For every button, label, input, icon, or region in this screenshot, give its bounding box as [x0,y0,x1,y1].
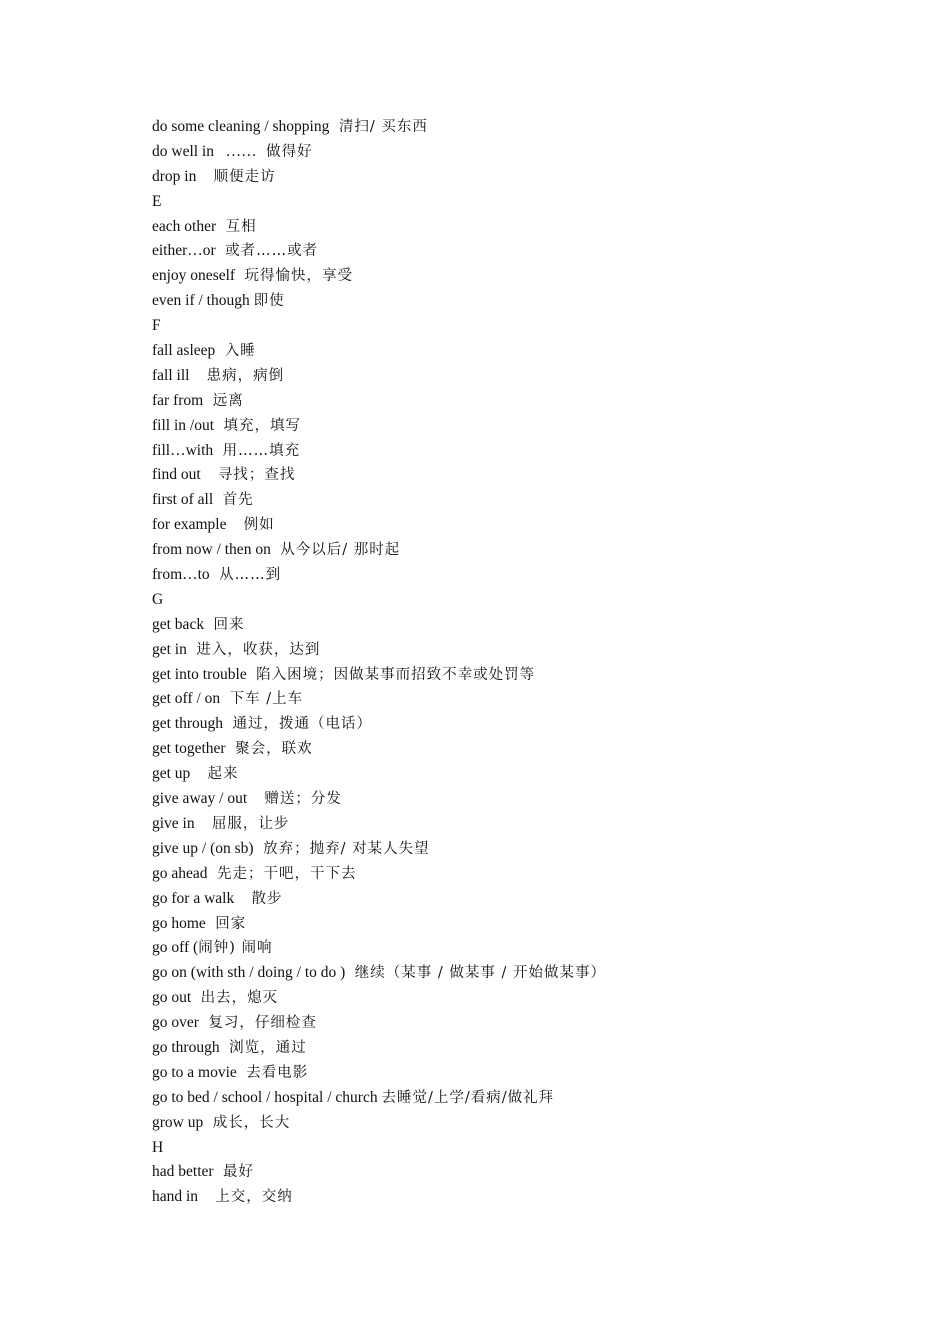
phrase-chinese: 回家 [209,915,247,932]
phrase-english: give in [152,814,207,832]
phrase-chinese: 进入，收获，达到 [190,641,321,658]
phrase-chinese: 填充，填写 [217,417,301,434]
phrase-line [152,912,606,937]
phrase-line [152,165,606,190]
phrase-chinese: 成长，长大 [207,1114,291,1131]
section-letter [152,314,606,339]
phrase-line [152,463,606,488]
phrase-line [152,289,606,314]
phrase-line [152,414,606,439]
section-letter [152,588,606,613]
phrase-english: get off / on [152,690,225,708]
phrase-line [152,1011,606,1036]
phrase-line [152,339,606,364]
phrase-line [152,215,606,240]
phrase-chinese: 做得好 [260,143,313,160]
phrase-english: go through [152,1038,224,1056]
phrase-chinese: 首先 [217,492,254,509]
phrase-english: for example [152,516,239,534]
phrase-line [152,737,606,762]
phrase-english: go off ( [152,939,199,957]
section-letter [152,190,606,215]
phrase-chinese: 屈服，让步 [206,815,290,832]
phrase-english: go to bed / school / hospital / church [152,1088,382,1106]
phrase-english: go home [152,914,210,932]
phrase-chinese: 例如 [238,517,275,534]
phrase-chinese: 陷入困境；因做某事而招致不幸或处罚等 [250,666,536,683]
phrase-line [152,638,606,663]
phrase-line [152,1185,606,1210]
phrase-chinese: 玩得愉快，享受 [238,268,354,285]
phrase-english: go out [152,989,196,1007]
phrase-chinese: 复习，仔细检查 [202,1015,317,1032]
phrase-chinese: 患病，病倒 [201,367,285,384]
phrase-line [152,1086,606,1111]
phrase-line [152,812,606,837]
section-letter [152,1136,606,1161]
phrase-english: go over [152,1014,203,1032]
phrase-line [152,887,606,912]
phrase-chinese: 最好 [217,1164,255,1181]
phrase-english: far from [152,391,208,409]
phrase-chinese: 寻找；查找 [212,467,296,484]
phrase-english: fall ill [152,366,202,384]
phrase-english: fill…with [152,441,218,459]
phrase-english: even if / though [152,292,254,310]
phrase-line [152,862,606,887]
phrase-chinese: 通过，拨通（电话） [226,716,373,733]
phrase-chinese: 从……到 [213,567,282,584]
phrase-chinese: 用……填充 [217,442,301,459]
phrase-chinese: 下车 /上车 [224,691,304,708]
phrase-english: drop in [152,167,208,185]
phrase-line [152,389,606,414]
phrase-chinese: 互相 [220,218,257,235]
phrase-chinese: 浏览，通过 [223,1039,307,1056]
section-letter-text: H [152,1138,164,1156]
phrase-chinese: 放弃；抛弃/ 对某人失望 [257,840,430,857]
phrase-line [152,264,606,289]
phrase-chinese: 顺便走访 [207,168,276,185]
phrase-english: find out [152,466,213,484]
phrase-line [152,563,606,588]
phrase-english: either…or [152,242,220,260]
phrase-english: fall asleep [152,342,220,360]
section-letter-text: E [152,192,162,210]
phrase-line [152,837,606,862]
phrase-line [152,613,606,638]
phrase-english: get back [152,615,208,633]
phrase-line [152,762,606,787]
phrase-english: get through [152,715,227,733]
phrase-english: from now / then on [152,541,275,559]
phrase-line [152,513,606,538]
phrase-english: each other [152,217,220,235]
phrase-chinese: 或者……或者 [219,243,319,260]
section-letter-text: G [152,590,164,608]
phrase-english: give up / (on sb) [152,839,258,857]
phrase-english: get together [152,740,230,758]
phrase-chinese: 从今以后/ 那时起 [274,542,401,559]
phrase-chinese: 远离 [207,392,244,409]
phrase-line [152,986,606,1011]
phrase-english: enjoy oneself [152,267,239,285]
phrase-english: give away / out [152,790,259,808]
phrase-chinese: 上交，交纳 [209,1189,293,1206]
phrase-english: get into trouble [152,665,251,683]
phrase-chinese: 去看电影 [240,1064,309,1081]
phrase-english: go ahead [152,864,212,882]
phrase-line [152,1036,606,1061]
phrase-english: first of all [152,491,217,509]
phrase-line [152,538,606,563]
phrase-line [152,787,606,812]
phrase-chinese: 入睡 [219,343,256,360]
phrase-english: get in [152,640,191,658]
phrase-english: hand in [152,1188,210,1206]
phrase-line [152,1111,606,1136]
phrase-chinese: 去睡觉/上学/看病/做礼拜 [381,1089,555,1106]
phrase-chinese: 赠送；分发 [258,791,342,808]
phrase-chinese: 出去，熄灭 [195,990,279,1007]
phrase-line [152,712,606,737]
phrase-english: fill in /out [152,416,218,434]
phrase-english: do some cleaning / shopping [152,118,334,135]
phrase-english: go to a movie [152,1063,241,1081]
phrase-line [152,115,606,140]
phrase-chinese: 继续（某事 / 做某事 / 开始做某事） [349,965,607,982]
phrase-english: go on (with sth / doing / to do ) [152,964,350,982]
phrase-list [152,115,606,1210]
phrase-chinese: 闹钟) 闹响 [198,940,273,957]
phrase-chinese: 起来 [201,766,239,783]
phrase-line [152,663,606,688]
phrase-chinese: 即使 [253,293,285,310]
phrase-line [152,239,606,264]
phrase-line [152,140,606,165]
phrase-english: from…to [152,566,214,584]
phrase-line [152,488,606,513]
phrase-english: grow up [152,1113,208,1131]
phrase-english: go for a walk [152,889,246,907]
phrase-chinese: 回来 [207,616,245,633]
phrase-line [152,364,606,389]
phrase-english: had better [152,1163,218,1181]
phrase-line [152,1061,606,1086]
phrase-line [152,961,606,986]
phrase-chinese: 清扫/ 买东西 [333,119,428,135]
phrase-english: get up [152,765,202,783]
section-letter-text: F [152,317,161,335]
phrase-chinese: 散步 [245,890,283,907]
phrase-line [152,439,606,464]
phrase-line [152,936,606,961]
phrase-line [152,687,606,712]
phrase-chinese: 聚会，联欢 [229,741,313,758]
phrase-chinese: 先走；干吧，干下去 [211,865,357,882]
phrase-line [152,1160,606,1185]
phrase-english: do well in …… [152,142,261,160]
